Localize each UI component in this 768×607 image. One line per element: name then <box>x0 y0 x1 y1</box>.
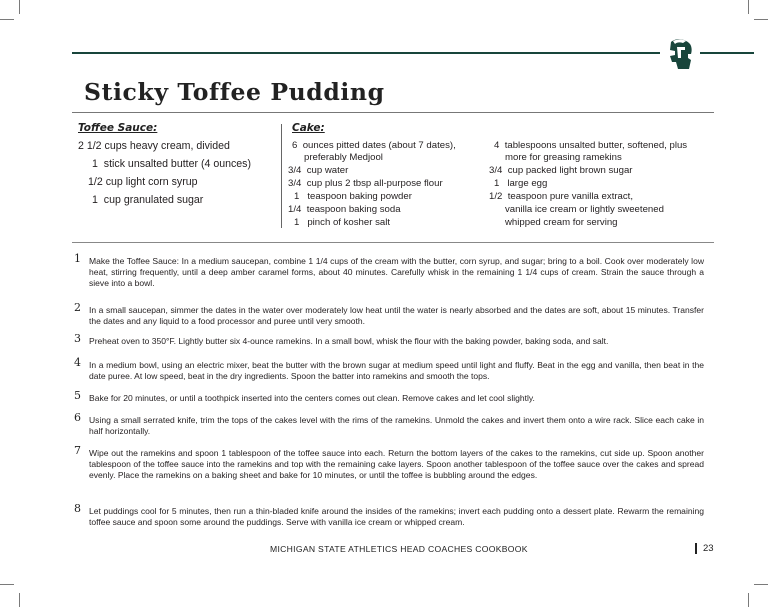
crop-mark <box>754 584 768 585</box>
ingredient-text: teaspoon pure vanilla extract, <box>507 191 634 202</box>
ingredient-line <box>88 173 198 191</box>
header-rule-right <box>700 52 754 54</box>
column-divider <box>281 124 282 228</box>
ingredient-qty: 2 1/2 <box>78 140 102 152</box>
step-number: 2 <box>74 301 81 314</box>
ingredient-line <box>78 137 230 155</box>
ingredient-text: cup light corn syrup <box>105 176 198 188</box>
ingredient-qty: 1/2 <box>88 176 103 188</box>
ingredient-line <box>288 165 348 177</box>
ingredient-line <box>294 191 412 203</box>
ingredient-line <box>294 217 390 229</box>
ingredient-text: vanilla ice cream or lightly sweetened <box>505 204 664 215</box>
step-text: Let puddings cool for 5 minutes, then run a thin-bladed knife around the insides of the ramekins; invert each pudding onto a dessert plate. Rewarm the remaining toffee sauce and spoon some around the puddings. Serve with vanilla ice cream or whipped cream. <box>89 506 704 528</box>
toffee-sauce-heading: Toffee Sauce: <box>78 122 158 134</box>
ingredient-line <box>92 191 203 209</box>
crop-mark <box>19 0 20 14</box>
ingredient-text: pinch of kosher salt <box>307 217 391 228</box>
ingredient-line <box>494 140 687 152</box>
ingredient-qty: 1/2 <box>489 191 503 202</box>
ingredient-text: large egg <box>507 178 548 189</box>
step-number: 5 <box>74 389 81 402</box>
ingredient-text: whipped cream for serving <box>505 217 618 228</box>
ingredient-text: cup water <box>306 165 349 176</box>
ingredient-qty: 1 <box>294 191 300 202</box>
ingredient-qty: 3/4 <box>489 165 503 176</box>
page-number: 23 <box>703 543 714 554</box>
ingredient-text: cup granulated sugar <box>103 194 204 206</box>
ingredient-text: preferably Medjool <box>304 152 383 163</box>
ingredient-line <box>292 140 456 152</box>
ingredient-text: stick unsalted butter (4 ounces) <box>103 158 252 170</box>
step-number: 8 <box>74 502 81 515</box>
ingredient-qty: 1/4 <box>288 204 302 215</box>
crop-mark <box>0 584 14 585</box>
step-text: Preheat oven to 350°F. Lightly butter six 4-ounce ramekins. In a small bowl, whisk the flour with the baking powder, baking soda, and salt. <box>89 336 609 346</box>
footer-divider <box>695 543 697 554</box>
crop-mark <box>748 0 749 14</box>
ingredient-line <box>304 152 383 164</box>
step-text: In a small saucepan, simmer the dates in the water over moderately low heat until the water is nearly absorbed and the dates are soft, about 15 minutes. Transfer the dates and any liquid to a food processor and puree until very smooth. <box>89 305 704 327</box>
crop-mark <box>748 593 749 607</box>
ingredient-text: ounces pitted dates (about 7 dates), <box>302 140 456 151</box>
step-text: Wipe out the ramekins and spoon 1 tablespoon of the toffee sauce into each. Return the bottom layers of the cakes to the ramekins, cut side up. Spoon another tablespoon of the toffee sauce into the ramekins and top with the remaining cake layers. Spoon another tablespoon of the toffee sauce over the cakes and spread evenly. Place the ramekins on a baking sheet and bake for 10 minutes, or until the toffee is bubbling around the edges. <box>89 448 704 481</box>
ingredient-qty: 6 <box>292 140 298 151</box>
ingredient-qty: 4 <box>494 140 500 151</box>
spartan-helmet-icon <box>666 38 694 70</box>
step-number: 7 <box>74 444 81 457</box>
ingredient-qty: 3/4 <box>288 165 302 176</box>
header-rule-left <box>72 52 660 54</box>
ingredient-qty: 1 <box>294 217 300 228</box>
ingredient-line <box>505 204 664 216</box>
ingredient-qty: 1 <box>92 158 98 170</box>
ingredient-text: teaspoon baking soda <box>306 204 401 215</box>
step-text: Bake for 20 minutes, or until a toothpick inserted into the centers comes out clean. Remove cakes and let cool slightly. <box>89 393 535 403</box>
footer-title: MICHIGAN STATE ATHLETICS HEAD COACHES COOKBOOK <box>270 544 528 554</box>
cake-heading: Cake: <box>292 122 325 134</box>
ingredient-text: tablespoons unsalted butter, softened, plus <box>504 140 688 151</box>
step-number: 1 <box>74 252 81 265</box>
title-underline <box>72 112 714 113</box>
ingredient-qty: 1 <box>92 194 98 206</box>
ingredient-line <box>288 204 401 216</box>
step-number: 3 <box>74 332 81 345</box>
ingredient-text: cups heavy cream, divided <box>104 140 230 152</box>
ingredient-text: cup plus 2 tbsp all-purpose flour <box>306 178 443 189</box>
step-text: In a medium bowl, using an electric mixer, beat the butter with the brown sugar at medium speed until light and fluffy. Beat in the egg and vanilla, then beat in the date puree. At low speed, beat in the dry ingredients. Spoon the batter into ramekins and smooth the tops. <box>89 360 704 382</box>
recipe-title: Sticky Toffee Pudding <box>84 78 385 106</box>
ingredient-line <box>489 165 632 177</box>
ingredient-line <box>505 217 618 229</box>
step-number: 4 <box>74 356 81 369</box>
ingredient-text: teaspoon baking powder <box>307 191 412 202</box>
ingredient-qty: 3/4 <box>288 178 302 189</box>
ingredient-line <box>288 178 443 190</box>
step-text: Using a small serrated knife, trim the tops of the cakes level with the rims of the ramekins. Unmold the cakes and invert them onto a wire rack. Slice each cake in half horizontally. <box>89 415 704 437</box>
step-number: 6 <box>74 411 81 424</box>
crop-mark <box>754 19 768 20</box>
crop-mark <box>19 593 20 607</box>
ingredient-text: cup packed light brown sugar <box>507 165 633 176</box>
ingredient-line <box>489 191 633 203</box>
ingredient-line <box>92 155 251 173</box>
ingredient-text: more for greasing ramekins <box>505 152 622 163</box>
step-text: Make the Toffee Sauce: In a medium saucepan, combine 1 1/4 cups of the cream with the butter, corn syrup, and sugar; bring to a boil. Cook over moderately low heat, stirring frequently, until a deep amber caramel forms, about 40 minutes. Carefully whisk in the remaining 1 1/4 cups of cream. Strain the sauce through a sieve into a bowl. <box>89 256 704 289</box>
crop-mark <box>0 19 14 20</box>
ingredient-line <box>505 152 622 164</box>
ingredient-line <box>494 178 547 190</box>
ingredient-qty: 1 <box>494 178 500 189</box>
ingredients-bottom-rule <box>72 242 714 243</box>
